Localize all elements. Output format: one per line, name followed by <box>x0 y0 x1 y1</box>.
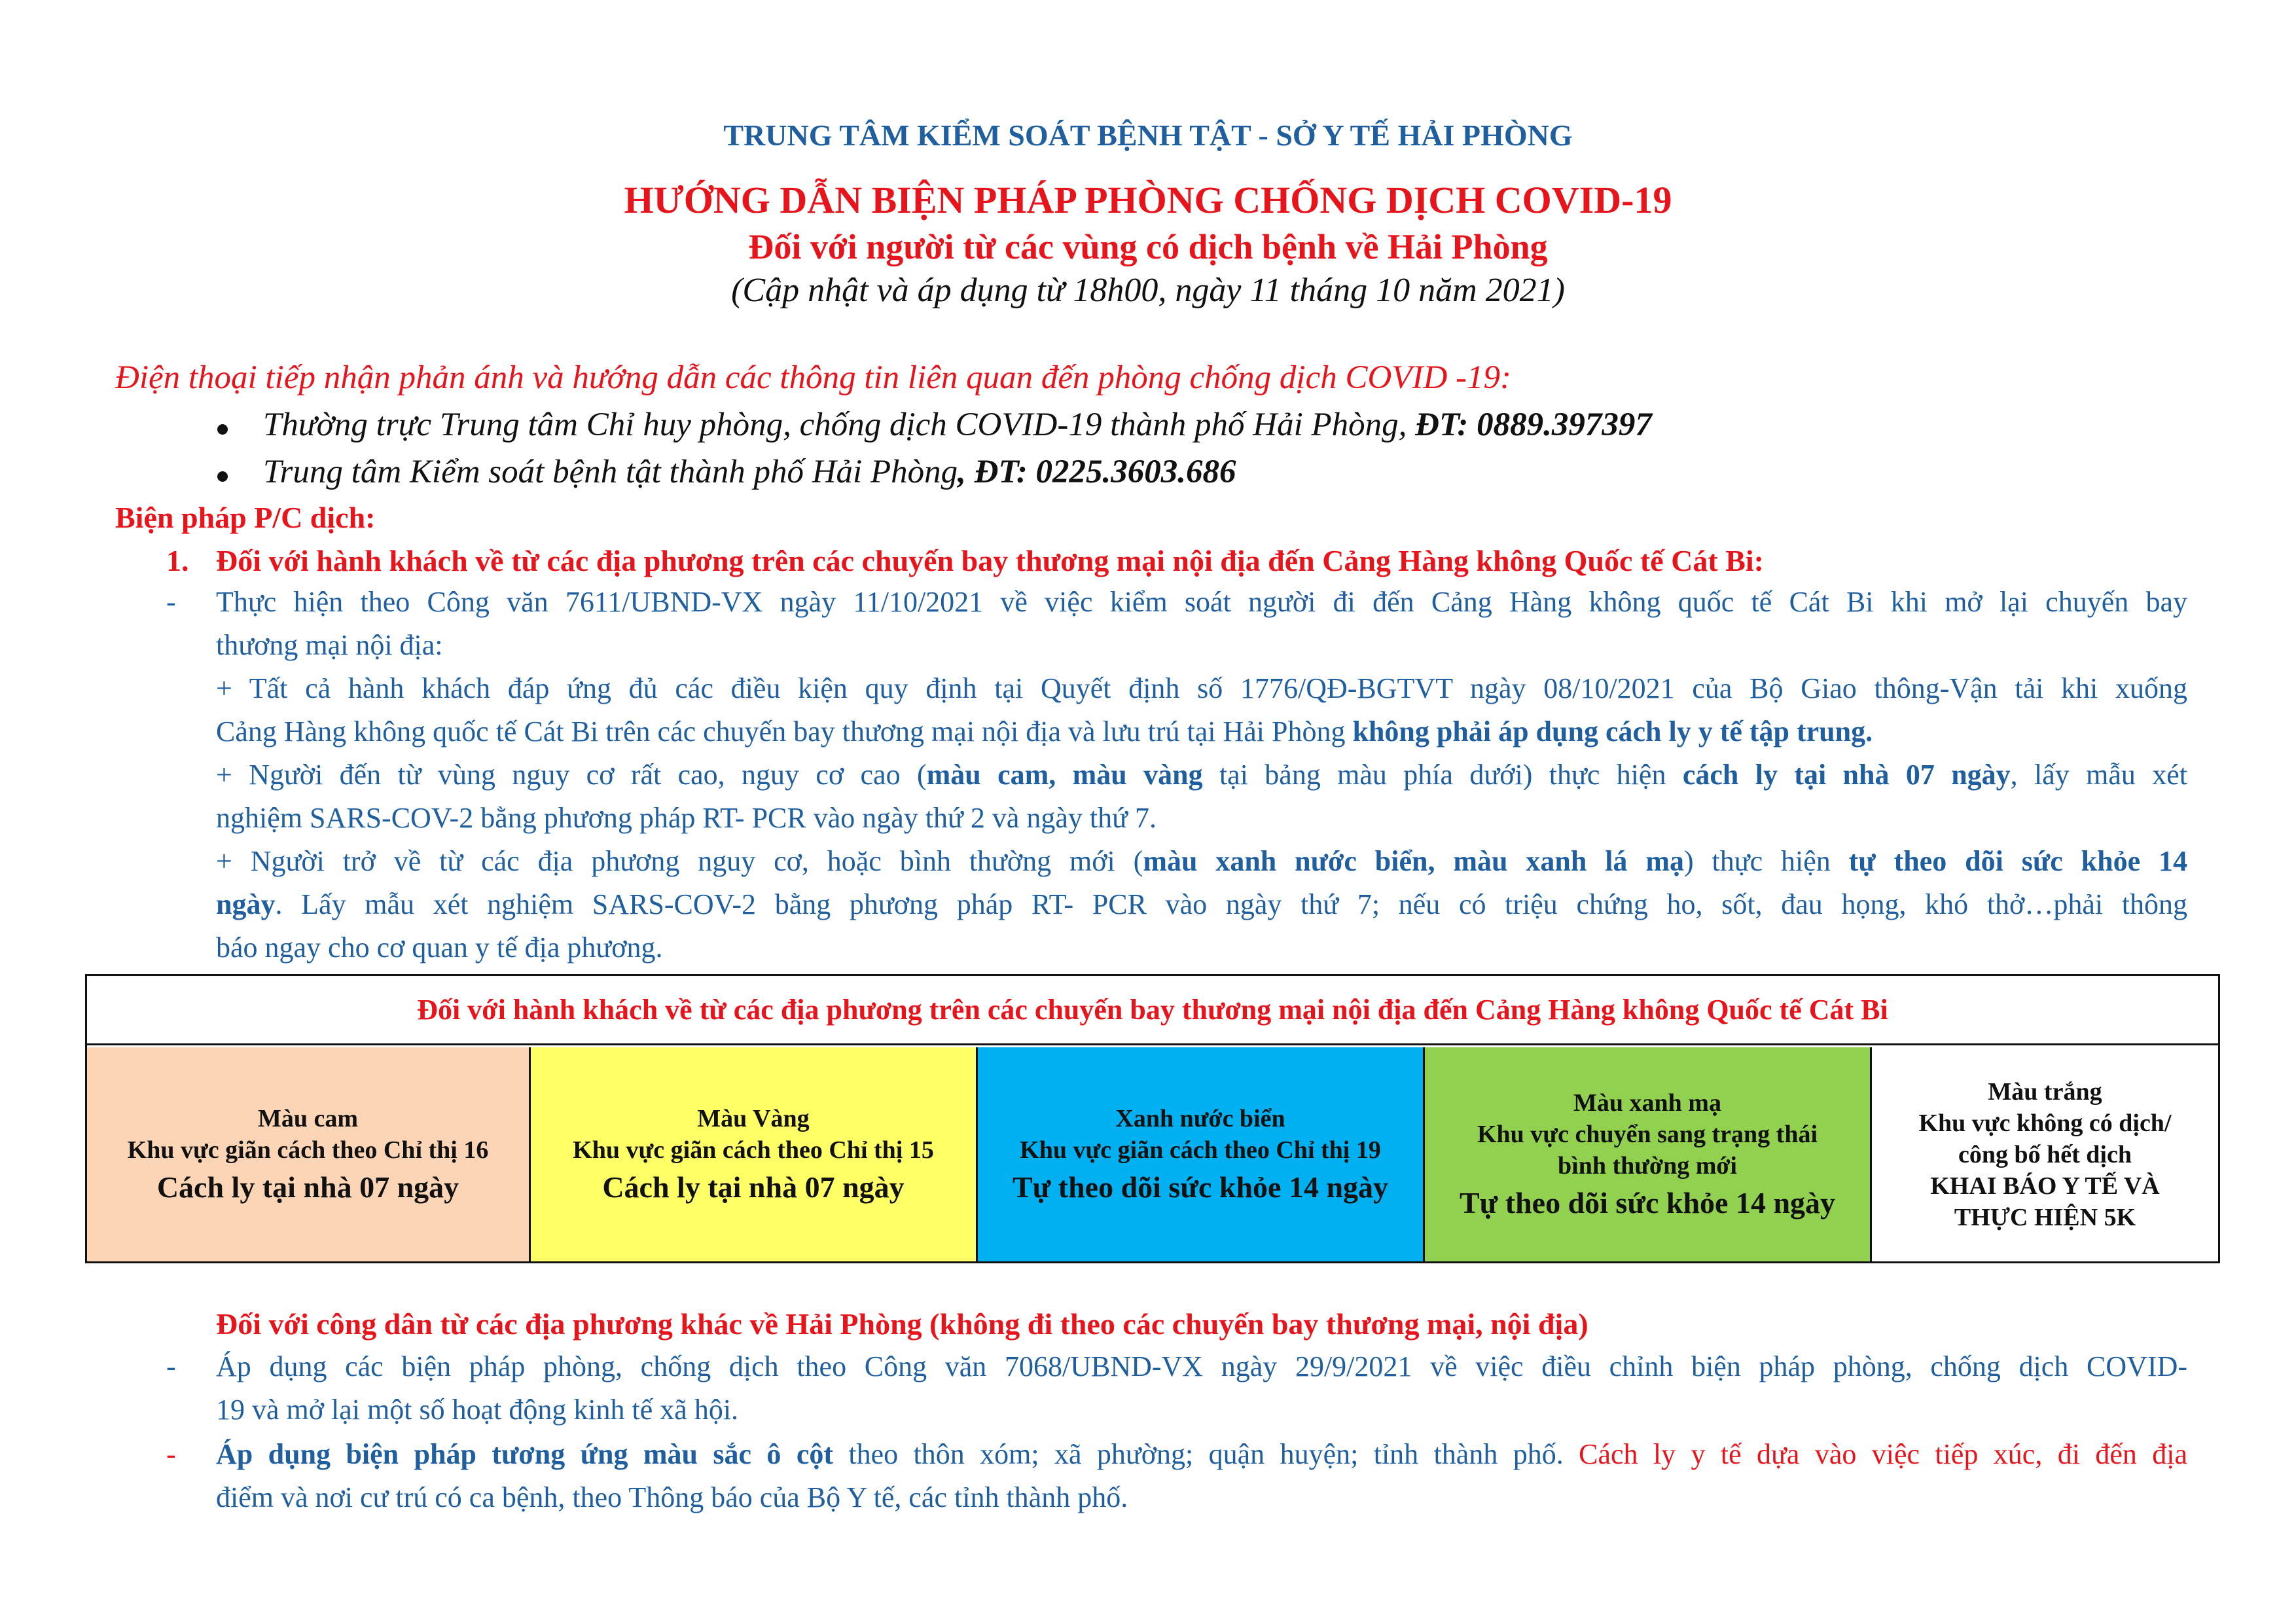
hotline-item-1-text: Thường trực Trung tâm Chỉ huy phòng, chống dịch COVID-19 thành phố Hải Phòng, <box>263 406 1416 443</box>
zone-orange-action: Cách ly tại nhà 07 ngày <box>156 1170 459 1204</box>
s1-p3-a: + Người đến từ vùng nguy cơ rất cao, nguy cơ cao ( <box>216 759 927 791</box>
s1-p4-line2-text: . Lấy mẫu xét nghiệm SARS-COV-2 bằng phương pháp RT- PCR vào ngày thứ 7; nếu có triệu chứng ho, sốt, đau họng, khó thở…phải thông <box>275 888 2187 920</box>
hotline-item-1 <box>263 406 1652 444</box>
hotline-item-2-text: Trung tâm Kiểm soát bệnh tật thành phố Hải Phòng <box>263 454 958 490</box>
s1-p3-line1 <box>216 758 2187 791</box>
zone-green-cell <box>1425 1047 1872 1261</box>
zone-yellow-cell <box>531 1047 978 1261</box>
update-note: (Cập nhật và áp dụng từ 18h00, ngày 11 tháng 10 năm 2021) <box>731 272 1565 309</box>
s1-p3-c: tại bảng màu phía dưới) thực hiện <box>1202 759 1683 791</box>
section-2-title: Đối với công dân từ các địa phương khác về Hải Phòng (không đi theo các chuyến bay thương mại, nội địa) <box>216 1307 1588 1341</box>
s2-b2-line1 <box>216 1437 2187 1471</box>
zone-white-action-2: THỰC HIỆN 5K <box>1954 1203 2136 1231</box>
zone-yellow-desc: Khu vực giãn cách theo Chỉ thị 15 <box>573 1136 934 1164</box>
zone-green-action: Tự theo dõi sức khỏe 14 ngày <box>1459 1185 1836 1219</box>
s1-p4-line2-bold: ngày <box>216 888 276 920</box>
s1-p2-line2-bold: không phải áp dụng cách ly y tế tập trung. <box>1352 715 1873 748</box>
s1-p4-c: ) thực hiện <box>1683 845 1849 877</box>
color-zone-table <box>85 974 2220 1263</box>
dash-marker: - <box>166 1350 176 1382</box>
zone-green-desc-2: bình thường mới <box>1558 1151 1737 1180</box>
page-title: HƯỚNG DẪN BIỆN PHÁP PHÒNG CHỐNG DỊCH COVID-19 <box>624 179 1672 221</box>
org-name: TRUNG TÂM KIỂM SOÁT BỆNH TẬT - SỞ Y TẾ HẢI PHÒNG <box>723 118 1573 152</box>
zone-blue-desc: Khu vực giãn cách theo Chỉ thị 19 <box>1020 1136 1381 1164</box>
s1-p4-d: tự theo dõi sức khỏe 14 <box>1848 845 2188 877</box>
zone-white-action: KHAI BÁO Y TẾ VÀ <box>1930 1172 2160 1200</box>
s1-p2-line1: + Tất cả hành khách đáp ứng đủ các điều kiện quy định tại Quyết định số 1776/QĐ-BGTVT ngày 08/10/2021 của Bộ Giao thông-Vận tải khi xuống <box>216 672 2187 704</box>
zone-green-desc: Khu vực chuyển sang trạng thái <box>1477 1120 1818 1148</box>
s2-b2-line2: điểm và nơi cư trú có ca bệnh, theo Thông báo của Bộ Y tế, các tỉnh thành phố. <box>216 1481 1128 1513</box>
dash-marker-red: - <box>166 1438 176 1470</box>
hotline-item-2 <box>263 453 1236 491</box>
s1-p1-line2: thương mại nội địa: <box>216 629 443 661</box>
zone-orange-desc: Khu vực giãn cách theo Chỉ thị 16 <box>127 1136 489 1164</box>
section-1-number: 1. <box>166 544 189 577</box>
s1-p4-a: + Người trở về từ các địa phương nguy cơ, hoặc bình thường mới ( <box>216 845 1143 877</box>
s2-b2-red: Cách ly y tế dựa vào việc tiếp xúc, đi đến địa <box>1579 1438 2187 1470</box>
s1-p4-line2 <box>216 888 2187 921</box>
s1-p1-line1: Thực hiện theo Công văn 7611/UBND-VX ngày 11/10/2021 về việc kiểm soát người đi đến Cảng Hàng không quốc tế Cát Bi khi mở lại chuyến bay <box>216 586 2187 618</box>
s1-p3-b: màu cam, màu vàng <box>926 759 1203 791</box>
hotline-intro: Điện thoại tiếp nhận phản ánh và hướng dẫn các thông tin liên quan đến phòng chống dịch COVID -19: <box>115 359 1511 396</box>
hotline-item-2-phone: , ĐT: 0225.3603.686 <box>958 454 1236 490</box>
s1-p3-d: cách ly tại nhà 07 ngày <box>1682 759 2011 791</box>
s1-p4-line3: báo ngay cho cơ quan y tế địa phương. <box>216 931 663 964</box>
zone-orange-cell <box>87 1047 531 1261</box>
page-subtitle: Đối với người từ các vùng có dịch bệnh về Hải Phòng <box>748 227 1548 266</box>
zone-orange-name: Màu cam <box>257 1104 359 1132</box>
s1-p3-line2: nghiệm SARS-COV-2 bằng phương pháp RT- PCR vào ngày thứ 2 và ngày thứ 7. <box>216 802 1157 834</box>
bullet-icon <box>217 471 228 482</box>
dash-marker: - <box>166 586 176 618</box>
s1-p2-line2 <box>216 715 1873 748</box>
s1-p2-line2-text: Cảng Hàng không quốc tế Cát Bi trên các chuyến bay thương mại nội địa và lưu trú tại Hải Phòng <box>216 715 1353 748</box>
zone-white-desc-2: công bố hết dịch <box>1958 1140 2132 1168</box>
s2-b2-text: theo thôn xóm; xã phường; quận huyện; tỉnh thành phố. <box>833 1438 1579 1470</box>
zone-yellow-name: Màu Vàng <box>697 1104 810 1132</box>
zone-blue-cell <box>978 1047 1425 1261</box>
measures-label: Biện pháp P/C dịch: <box>115 501 376 534</box>
s2-b1-line2: 19 và mở lại một số hoạt động kinh tế xã hội. <box>216 1394 739 1426</box>
zone-white-name: Màu trắng <box>1988 1077 2102 1106</box>
zone-blue-name: Xanh nước biển <box>1115 1104 1285 1132</box>
s1-p3-e: , lấy mẫu xét <box>2010 759 2188 791</box>
zone-white-desc: Khu vực không có dịch/ <box>1918 1109 2172 1137</box>
s2-b1-line1: Áp dụng các biện pháp phòng, chống dịch theo Công văn 7068/UBND-VX ngày 29/9/2021 về việc điều chỉnh biện pháp phòng, chống dịch COVID- <box>216 1350 2187 1382</box>
table-title: Đối với hành khách về từ các địa phương trên các chuyến bay thương mại nội địa đến Cảng Hàng không Quốc tế Cát Bi <box>87 976 2218 1045</box>
section-1-title: Đối với hành khách về từ các địa phương trên các chuyến bay thương mại nội địa đến Cảng Hàng không Quốc tế Cát Bi: <box>216 544 1764 577</box>
zone-white-cell <box>1872 1047 2218 1261</box>
s2-b2-bold: Áp dụng biện pháp tương ứng màu sắc ô cột <box>216 1438 834 1470</box>
zone-yellow-action: Cách ly tại nhà 07 ngày <box>602 1170 905 1204</box>
zone-blue-action: Tự theo dõi sức khỏe 14 ngày <box>1012 1170 1389 1204</box>
hotline-item-1-phone: ĐT: 0889.397397 <box>1415 406 1652 443</box>
s1-p4-line1 <box>216 844 2187 878</box>
zone-green-name: Màu xanh mạ <box>1573 1089 1721 1117</box>
bullet-icon <box>217 424 228 435</box>
s1-p4-b: màu xanh nước biển, màu xanh lá mạ <box>1143 845 1684 877</box>
